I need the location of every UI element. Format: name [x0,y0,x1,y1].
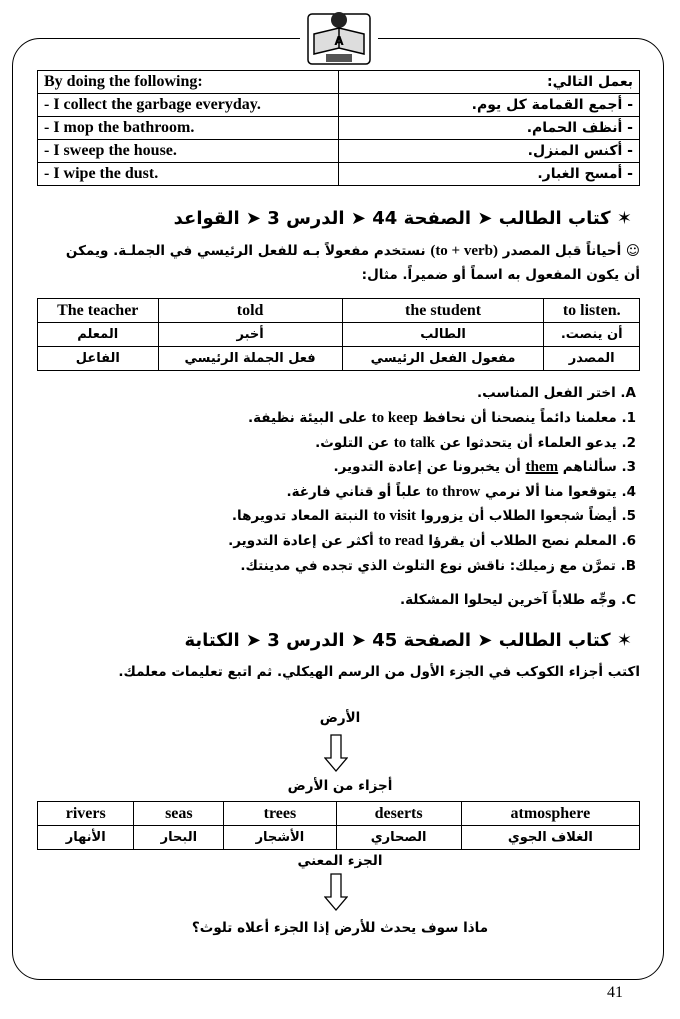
exercise-num: 6. [621,532,636,549]
grammar-note-line2: أن يكون المفعول به اسماً أو ضميراً. مثال: [361,267,640,283]
chore-arabic: - أنظف الحمام. [339,117,640,140]
chore-english: - I wipe the dust. [38,163,339,186]
diagram-bottom-label: الجزء المعني [297,853,383,869]
example-word: the student [342,299,544,323]
exercise-text: المعلم نصح الطلاب أن يقرؤا [428,532,617,549]
writing-instruction: اكتب أجزاء الكوكب في الجزء الأول من الرسم الهيكلي. ثم اتبع تعليمات معلمك. [118,664,640,680]
chore-english: By doing the following: [38,71,339,94]
example-translation: المعلم [38,323,159,347]
grammar-note-line1 [66,243,640,260]
chore-arabic: - أجمع القمامة كل يوم. [339,94,640,117]
exercise-text: يدعو العلماء أن يتحدثوا عن [439,434,617,451]
chores-row [38,140,640,163]
chores-row [38,71,640,94]
down-arrow-icon [324,873,348,911]
example-sentence-table [37,298,640,371]
earth-parts-english-row [38,802,640,826]
example-word: to listen. [544,299,640,323]
example-roles-row [38,347,640,371]
exercise-text: أيضاً شجعوا الطلاب أن يزوروا [420,508,617,524]
reading-boy-logo [300,4,378,68]
grammar-note-pre: ☺ أحياناً قبل المصدر [502,243,640,259]
earth-part: atmosphere [461,802,639,826]
exercise-num: 3. [621,459,636,475]
example-translation: أخبر [158,323,342,347]
example-word: told [158,299,342,323]
exercise-text: معلمنا دائماً ينصحنا أن نحافظ [422,410,617,426]
grammar-heading: ✶ كتاب الطالب ➤ الصفحة 44 ➤ الدرس 3 ➤ القواعد [173,208,632,229]
exercise-verb: them [525,459,559,475]
chore-arabic: - أمسح الغبار. [339,163,640,186]
exercise-num: 2. [621,434,636,451]
exercise-verb: to visit [373,508,416,524]
example-role: الفاعل [38,347,159,371]
earth-part: seas [134,802,224,826]
exercise-verb: to talk [393,434,436,451]
exercise-a-item [315,435,636,452]
example-role: فعل الجملة الرئيسي [158,347,342,371]
exercise-num: 1. [621,410,636,426]
exercise-text: عن التلوث. [315,434,390,451]
earth-part: trees [224,802,336,826]
svg-text:A: A [334,34,344,48]
exercise-text: أن يخبرونا عن إعادة التدوير. [333,459,521,475]
down-arrow-icon [324,734,348,772]
example-word: The teacher [38,299,159,323]
exercise-verb: to keep [371,410,418,426]
earth-part-ar: الأنهار [38,826,134,850]
exercise-text: النبتة المعاد تدويرها. [231,508,369,524]
exercise-a-item [286,484,636,501]
earth-part: deserts [336,802,461,826]
example-translation-row [38,323,640,347]
exercise-verb: to read [378,532,424,549]
grammar-note-post: نستخدم مفعولاً بـه للفعل الرئيسي في الجملـة. ويمكن [65,243,426,259]
chore-english: - I sweep the house. [38,140,339,163]
earth-part-ar: البحار [134,826,224,850]
diagram-question: ماذا سوف يحدث للأرض إذا الجزء أعلاه تلوث؟ [191,920,489,936]
exercise-a-item [248,410,636,427]
exercise-text: على البيئة نظيفة. [247,410,367,426]
example-role: المصدر [544,347,640,371]
exercise-text: علباً أو قناني فارغة. [286,483,422,500]
exercise-a-item [334,459,636,476]
chores-row [38,163,640,186]
page-number: 41 [607,984,623,1001]
exercise-a-title: A. اختر الفعل المناسب. [476,385,636,401]
earth-part-ar: الأشجار [224,826,336,850]
chore-arabic: بعمل التالي: [339,71,640,94]
chore-english: - I collect the garbage everyday. [38,94,339,117]
exercise-c: C. وجِّه طلاباً آخرين ليحلوا المشكلة. [399,592,636,608]
chore-english: - I mop the bathroom. [38,117,339,140]
writing-heading: ✶ كتاب الطالب ➤ الصفحة 45 ➤ الدرس 3 ➤ الكتابة [184,630,632,651]
example-english-row [38,299,640,323]
exercise-text: سألناهم [562,459,617,475]
earth-part: rivers [38,802,134,826]
chores-row [38,94,640,117]
exercise-verb: to throw [425,483,481,500]
exercise-num: 5. [621,508,636,524]
exercise-a-item [228,533,636,550]
example-translation: أن ينصت. [544,323,640,347]
exercise-text: أكثر عن إعادة التدوير. [228,532,374,549]
grammar-note-formula: (to + verb) [430,243,499,259]
example-translation: الطالب [342,323,544,347]
diagram-top-label: الأرض [319,710,361,726]
chore-arabic: - أكنس المنزل. [339,140,640,163]
exercise-a-item [232,508,636,525]
earth-parts-table [37,801,640,850]
example-role: مفعول الفعل الرئيسي [342,347,544,371]
exercise-num: 4. [621,483,636,500]
chores-row [38,117,640,140]
earth-parts-arabic-row [38,826,640,850]
earth-part-ar: الصحاري [336,826,461,850]
earth-part-ar: الغلاف الجوي [461,826,639,850]
diagram-middle-label: أجزاء من الأرض [287,778,393,794]
exercise-b: B. تمرَّن مع زميلك: ناقش نوع التلوث الذي تجده في مدينتك. [240,558,636,574]
exercise-text: يتوقعوا منا ألا نرمي [484,483,617,500]
chores-table [37,70,640,186]
